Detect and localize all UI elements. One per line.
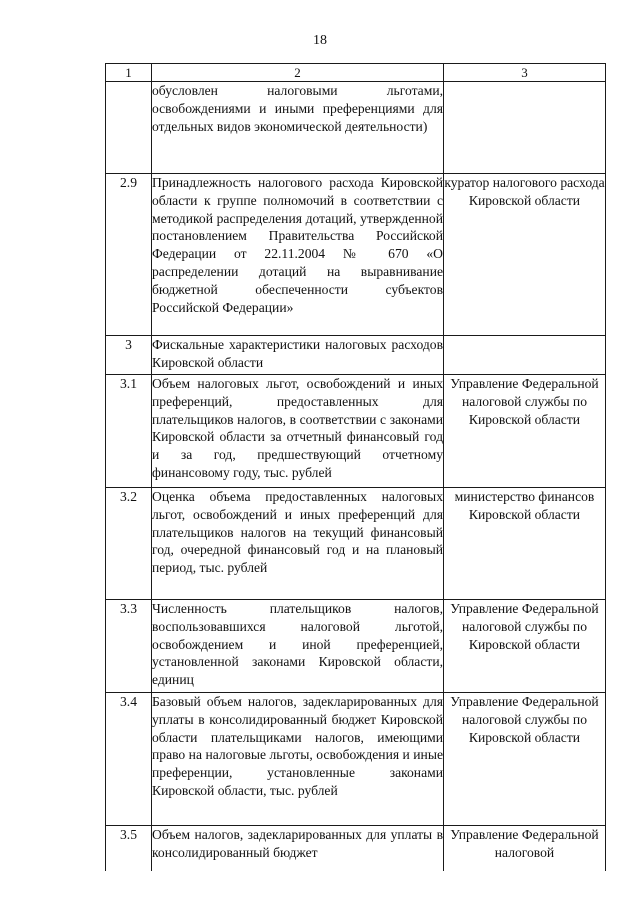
table-row: [106, 600, 606, 693]
column-header-2: 2: [152, 64, 444, 82]
row-responsible: [444, 82, 606, 174]
row-responsible: министерство финансов Кировской области: [444, 488, 606, 600]
row-number: 2.9: [106, 174, 152, 336]
row-description: Фискальные характеристики налоговых расходов Кировской области: [152, 336, 444, 375]
row-number: 3: [106, 336, 152, 375]
table-row: [106, 488, 606, 600]
page-number: 18: [313, 33, 327, 48]
row-responsible: Управление Федеральной налоговой: [444, 826, 606, 871]
table-row: [106, 375, 606, 488]
table-row: [106, 693, 606, 826]
column-header-1: 1: [106, 64, 152, 82]
table-row: [106, 174, 606, 336]
row-description: Принадлежность налогового расхода Кировской области к группе полномочий в соответствии с методикой распределения дотаций, утвержденной постановлением Правительства Российской Федерации от 22.11.2004 № 670 «О распределении дотаций на выравнивание бюджетной обеспеченности субъектов Российской Федерации»: [152, 174, 444, 336]
row-description: Оценка объема предоставленных налоговых льгот, освобождений и иных преференций для плательщиков налогов на текущий финансовый год, очередной финансовый год и на плановый период, тыс. рублей: [152, 488, 444, 600]
row-description: обусловлен налоговыми льготами, освобождениями и иными преференциями для отдельных видов экономической деятельности): [152, 82, 444, 174]
row-responsible: Управление Федеральной налоговой службы по Кировской области: [444, 693, 606, 826]
row-number: 3.2: [106, 488, 152, 600]
row-responsible: [444, 336, 606, 375]
row-responsible: Управление Федеральной налоговой службы по Кировской области: [444, 375, 606, 488]
row-number: 3.1: [106, 375, 152, 488]
table-header-row: [106, 64, 606, 82]
table-row: [106, 336, 606, 375]
table-row: [106, 826, 606, 871]
row-description: Объем налоговых льгот, освобождений и иных преференций, предоставленных для плательщиков налогов, в соответствии с законами Кировской области за отчетный финансовый год и за год, предшествующий отчетному финансовому году, тыс. рублей: [152, 375, 444, 488]
row-number: 3.4: [106, 693, 152, 826]
row-number: 3.5: [106, 826, 152, 871]
row-number: [106, 82, 152, 174]
column-header-3: 3: [444, 64, 606, 82]
table-row: [106, 82, 606, 174]
row-responsible: Управление Федеральной налоговой службы по Кировской области: [444, 600, 606, 693]
row-responsible: куратор налогового расхода Кировской области: [444, 174, 606, 336]
row-description: Объем налогов, задекларированных для уплаты в консолидированный бюджет: [152, 826, 444, 871]
row-number: 3.3: [106, 600, 152, 693]
row-description: Базовый объем налогов, задекларированных для уплаты в консолидированный бюджет Кировской области плательщиками налогов, имеющими право на налоговые льготы, освобождения и иные преференции, установленные законами Кировской области, тыс. рублей: [152, 693, 444, 826]
row-description: Численность плательщиков налогов, воспользовавшихся налоговой льготой, освобождением и иной преференцией, установленной законами Кировской области, единиц: [152, 600, 444, 693]
tax-expenditure-table: [105, 63, 606, 871]
